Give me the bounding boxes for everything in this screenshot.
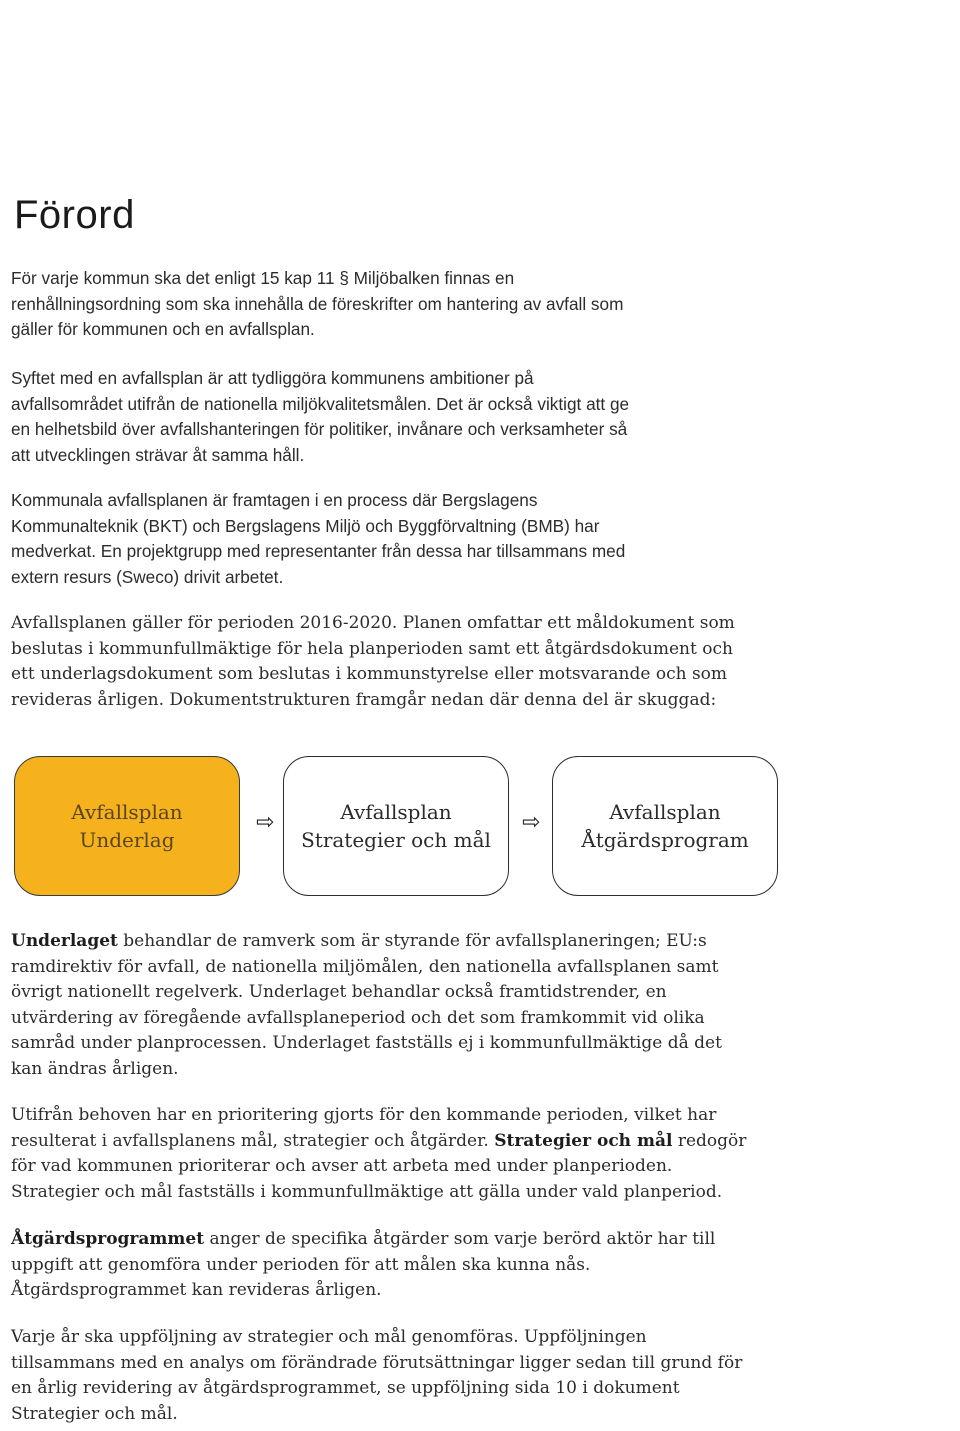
paragraph-text: Utifrån behoven har en prioritering gjorts för den kommande perioden, vilket har resulterat i avfallsplanens mål, strategier och åtgärder. xyxy=(11,1105,717,1151)
paragraph-intro: För varje kommun ska det enligt 15 kap 11 § Miljöbalken finnas en renhållningsordning som ska innehålla de föreskrifter om hantering av avfall som gäller för kommunen och en avfallsplan. xyxy=(11,268,624,340)
bold-term: Underlaget xyxy=(11,931,118,951)
paragraph-text: behandlar de ramverk som är styrande för avfallsplaneringen; EU:s ramdirektiv för avfall, de nationella miljömålen, den nationella avfallsplanen samt övrigt nationellt regelverk. Underlaget behandlar också framtidstrender, en utvärdering av föregående avfallsplaneperiod och det som framkommit vid olika samråd under planprocessen. Underlaget fastställs ej i kommunfullmäktige då det kan ändras årligen. xyxy=(11,931,722,1079)
bold-term: Åtgärdsprogrammet xyxy=(11,1229,205,1249)
diagram-box-underlag xyxy=(14,756,240,896)
paragraph-uppfoljning: Varje år ska uppföljning av strategier och mål genomföras. Uppföljningen tillsammans med en analys om förändrade förutsättningar ligger sedan till grund för en årlig revidering av åtgärdsprogrammet, se uppföljning sida 10 i dokument Strategier och mål. xyxy=(11,1327,743,1424)
box-subtitle: Åtgärdsprogram xyxy=(581,828,749,852)
page-title: Förord xyxy=(14,193,135,237)
paragraph-underlaget xyxy=(11,929,791,1083)
box-subtitle: Underlag xyxy=(79,828,175,852)
paragraph-period: Avfallsplanen gäller för perioden 2016-2020. Planen omfattar ett måldokument som beslutas i kommunfullmäktige för hela planperioden samt ett åtgärdsdokument och ett underlagsdokument som beslutas i kommunstyrelse eller motsvarande och som revideras årligen. Dokumentstrukturen framgår nedan där denna del är skuggad: xyxy=(11,613,735,710)
box-title: Avfallsplan xyxy=(609,800,721,824)
box-title: Avfallsplan xyxy=(71,800,183,824)
diagram-box-strategier xyxy=(283,756,509,896)
paragraph-text: redogör för vad kommunen prioriterar och avser att arbeta med under planperioden. Strategier och mål fastställs i kommunfullmäktige att gälla under vald planperiod. xyxy=(11,1130,747,1202)
paragraph-purpose: Syftet med en avfallsplan är att tydliggöra kommunens ambitioner på avfallsområdet utifrån de nationella miljökvalitetsmålen. Det är också viktigt att ge en helhetsbild över avfallshanteringen för politiker, invånare och verksamheter så att utvecklingen strävar åt samma håll. xyxy=(11,368,630,465)
paragraph-atgardsprogram xyxy=(11,1227,791,1304)
paragraph-strategier xyxy=(11,1103,791,1205)
paragraph-process: Kommunala avfallsplanen är framtagen i en process där Bergslagens Kommunalteknik (BKT) och Bergslagens Miljö och Byggförvaltning (BMB) har medverkat. En projektgrupp med representanter från dessa har tillsammans med extern resurs (Sweco) drivit arbetet. xyxy=(11,490,626,587)
bold-term: Strategier och mål xyxy=(494,1130,673,1151)
box-subtitle: Strategier och mål xyxy=(301,828,491,852)
right-arrow-icon: ⇨ xyxy=(522,810,541,835)
diagram-box-atgardsprogram xyxy=(552,756,778,896)
box-title: Avfallsplan xyxy=(340,800,452,824)
right-arrow-icon: ⇨ xyxy=(256,810,275,835)
paragraph-text: anger de specifika åtgärder som varje berörd aktör har till uppgift att genomföra under perioden för att målen ska kunna nås. Åtgärdsprogrammet kan revideras årligen. xyxy=(11,1229,716,1301)
